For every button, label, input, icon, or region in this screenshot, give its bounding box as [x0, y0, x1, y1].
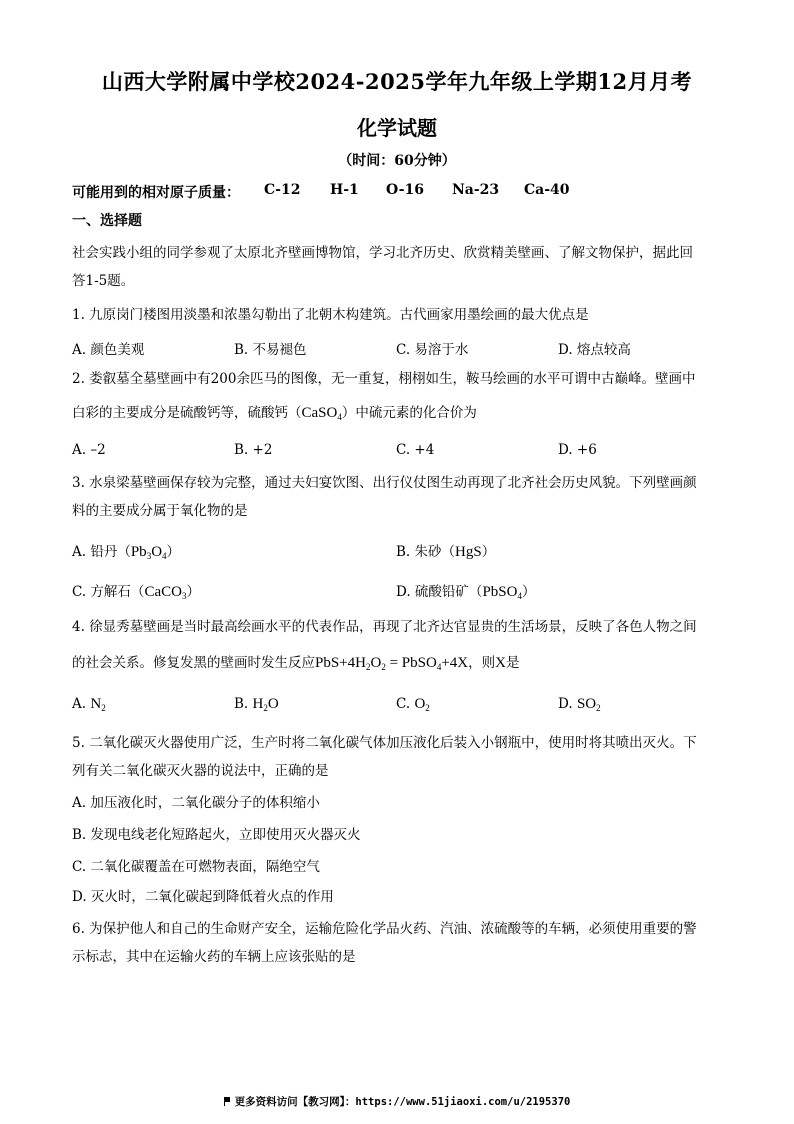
q2-option-c[interactable]: C. +4 — [396, 442, 435, 458]
q6-line-2: 示标志，其中在运输火药的车辆上应该张贴的是 — [72, 949, 356, 965]
atomic-mass-h: H-1 — [330, 182, 359, 198]
q4-option-d[interactable]: D. $SO_2$ — [558, 696, 601, 713]
q2-line-2: 白彩的主要成分是硫酸钙等，硫酸钙（CaSO$_4$）中硫元素的化合价为 — [72, 405, 477, 422]
q4-line-1: 4. 徐显秀墓壁画是当时最高绘画水平的代表作品，再现了北齐达官显贵的生活场景，反映了各色人物之间 — [72, 619, 697, 635]
exam-time: （时间：60分钟） — [338, 153, 456, 169]
q1-option-d[interactable]: D. 熔点较高 — [558, 342, 631, 358]
q5-option-b[interactable]: B. 发现电线老化短路起火，立即使用灭火器灭火 — [72, 827, 361, 843]
footer-link[interactable]: 更多资料访问【教习网】：https://www.51jiaoxi.com/u/2195370 — [234, 1096, 571, 1108]
flag-icon — [224, 1097, 231, 1106]
atomic-mass-c: C-12 — [264, 182, 301, 198]
q2-option-a[interactable]: A. –2 — [72, 442, 106, 458]
q4-equation: $PbS+4H_2O_2$ = PbSO$_4$+4X — [315, 655, 469, 672]
q3-option-c[interactable]: C. 方解石（CaCO$_3$） — [72, 584, 200, 601]
q1-option-a[interactable]: A. 颜色美观 — [72, 342, 145, 358]
q1-option-c[interactable]: C. 易溶于水 — [396, 342, 469, 358]
q5-option-d[interactable]: D. 灭火时，二氧化碳起到降低着火点的作用 — [72, 889, 334, 905]
q4-option-a[interactable]: A. $N_2$ — [72, 696, 106, 713]
q2-line-1: 2. 娄叡墓全墓壁画中有200余匹马的图像，无一重复，栩栩如生，鞍马绘画的水平可谓中古巅峰。壁画中 — [72, 371, 696, 387]
q4-option-b[interactable]: B. $H_2O$ — [234, 696, 279, 713]
q1-stem: 1. 九原岗门楼图用淡墨和浓墨勾勒出了北朝木构建筑。古代画家用墨绘画的最大优点是 — [72, 307, 589, 323]
q2-option-b[interactable]: B. +2 — [234, 442, 273, 458]
q6-line-1: 6. 为保护他人和自己的生命财产安全，运输危险化学品火药、汽油、浓硫酸等的车辆，必须使用重要的警 — [72, 921, 697, 937]
q5-option-c[interactable]: C. 二氧化碳覆盖在可燃物表面，隔绝空气 — [72, 859, 320, 875]
section-heading: 一、选择题 — [72, 213, 142, 229]
q3-line-1: 3. 水泉梁墓壁画保存较为完整，通过夫妇宴饮图、出行仪仗图生动再现了北齐社会历史风貌。下列壁画颜 — [72, 475, 697, 491]
q2-formula: CaSO$_4$ — [301, 405, 342, 422]
q5-line-2: 列有关二氧化碳灭火器的说法中，正确的是 — [72, 763, 329, 779]
q4-line-2: 的社会关系。修复发黑的壁画时发生反应$PbS+4H_2O_2$ = PbSO$_4$+4X，则X是 — [72, 655, 520, 672]
atomic-mass-na: Na-23 — [452, 182, 500, 198]
q3-option-d[interactable]: D. 硫酸铅矿（PbSO$_4$） — [396, 584, 536, 601]
footer — [0, 1094, 794, 1109]
q3-line-2: 料的主要成分属于氧化物的是 — [72, 503, 248, 519]
q4-option-c[interactable]: C. $O_2$ — [396, 696, 430, 713]
subject-title: 化学试题 — [357, 116, 437, 140]
q3-option-a[interactable]: A. 铅丹$(Pb_3O_4)$ — [72, 544, 181, 561]
q5-option-a[interactable]: A. 加压液化时，二氧化碳分子的体积缩小 — [72, 795, 320, 811]
atomic-mass-ca: Ca-40 — [524, 182, 570, 198]
q1-option-b[interactable]: B. 不易褪色 — [234, 342, 307, 358]
atomic-mass-o: O-16 — [386, 182, 425, 198]
page-title: 山西大学附属中学校2024-2025学年九年级上学期12月月考 — [101, 69, 693, 94]
intro-line-2: 答1-5题。 — [72, 273, 135, 289]
intro-line-1: 社会实践小组的同学参观了太原北齐壁画博物馆，学习北齐历史、欣赏精美壁画、了解文物保护，据此回 — [72, 245, 693, 261]
q3-option-b[interactable]: B. 朱砂（HgS） — [396, 544, 496, 560]
atomic-mass-label: 可能用到的相对原子质量： — [72, 185, 240, 201]
q2-option-d[interactable]: D. +6 — [558, 442, 597, 458]
q5-line-1: 5. 二氧化碳灭火器使用广泛，生产时将二氧化碳气体加压液化后装入小钢瓶中，使用时将其喷出灭火。下 — [72, 735, 697, 751]
